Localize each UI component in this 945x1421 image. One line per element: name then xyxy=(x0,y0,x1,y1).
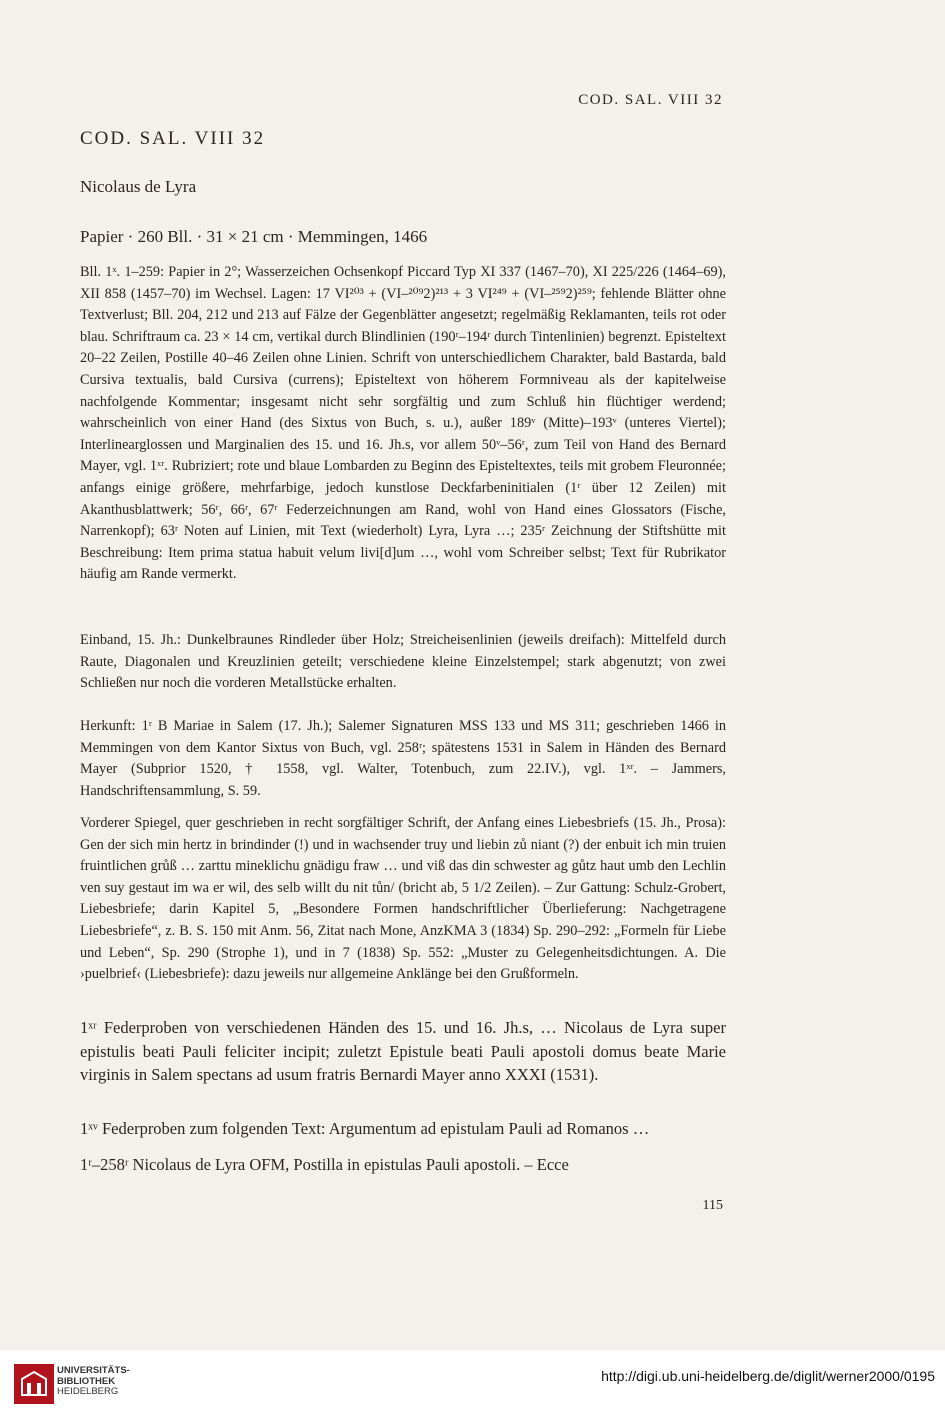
library-logo-icon xyxy=(14,1364,54,1404)
paragraph-pen-trials-verso: 1ˣᵛ Federproben zum folgenden Text: Argumentum ad epistulam Pauli ad Romanos … xyxy=(80,1119,650,1138)
paragraph-binding: Einband, 15. Jh.: Dunkelbraunes Rindleder über Holz; Streicheisenlinien (jeweils dreifach): Mittelfeld durch Raute, Diagonalen und Kreuzlinien geteilt; verschiedene kleine Einzelstempel; stark abgenutzt; von zwei Schließen nur noch die vorderen Metallstücke erhalten. xyxy=(80,632,726,692)
paragraph-codicology: Bll. 1ˣ. 1–259: Papier in 2°; Wasserzeichen Ochsenkopf Piccard Typ XI 337 (1467–70), XI 225/226 (1464–69), XII 858 (1457–70) im Wechsel. Lagen: 17 VI²⁰³ + (VI–²⁰⁹2)²¹³ + 3 VI²⁴⁹ + (VI–²⁵⁹2)²⁵⁹; fehlende Blätter ohne Textverlust; Bll. 204, 212 und 213 auf Fälze der Gegenblätter angesetzt; regelmäßig Reklamanten, teils rot oder blau. Schriftraum ca. 23 × 14 cm, vertikal durch Blindlinien (190ʳ–194ʳ durch Tintenlinien) begrenzt. Episteltext 20–22 Zeilen, Postille 40–46 Zeilen ohne Linien. Schrift von unterschiedlichem Charakter, bald Bastarda, bald Cursiva textualis, bald Cursiva (currens); Episteltext von höherem Formniveau als der kapitelweise nachfolgende Kommentar; insgesamt nicht sehr sorgfältig und zum Schluß hin flüchtiger werdend; wahrscheinlich von einer Hand (des Sixtus von Buch, s. u.), außer 189ᵛ (Mitte)–193ᵛ (unteres Viertel); Interlinearglossen und Marginalien des 15. und 16. Jh.s, vor allem 50ᵛ–56ʳ, zum Teil von Hand des Bernard Mayer, vgl. 1ˣʳ. Rubriziert; rote und blaue Lombarden zu Beginn des Episteltextes, teils mit grobem Fleuronnée; anfangs einige größere, mehrfarbige, jedoch kunstlose Deckfarbeninitialen (1ʳ über 12 Zeilen) mit Akanthusblattwerk; 56ʳ, 66ʳ, 67ʳ Federzeichnungen am Rand, wohl von Hand eines Glossators (Fische, Narrenkopf); 63ʳ Noten auf Linien, mit Text (wiederholt) Lyra, Lyra …; 235ʳ Zeichnung der Stiftshütte mit Beschreibung: Item prima statua habuit velum livi[d]um …, wohl vom Schreiber selbst; Text für Rubrikator häufig am Rande vermerkt. xyxy=(80,264,726,583)
author-heading: Nicolaus de Lyra xyxy=(80,177,197,196)
paragraph-provenance: Herkunft: 1ʳ B Mariae in Salem (17. Jh.); Salemer Signaturen MSS 133 und MS 311; geschrieben 1466 in Memmingen von dem Kantor Sixtus von Buch, vgl. 258ʳ; spätestens 1531 in Salem in Händen des Bernard Mayer (Subprior 1520, † 1558, vgl. Walter, Totenbuch, zum 22.IV.), vgl. 1ˣʳ. – Jammers, Handschriftensammlung, S. 59. xyxy=(80,718,726,799)
page-number: 115 xyxy=(702,1198,723,1213)
paragraph-content-entry: 1ʳ–258ʳ Nicolaus de Lyra OFM, Postilla in epistulas Pauli apostoli. – Ecce xyxy=(80,1155,569,1174)
library-logo-text xyxy=(57,1366,130,1398)
logo-line-3: HEIDELBERG xyxy=(57,1386,119,1397)
content-entry-paragraph xyxy=(80,1153,726,1177)
running-head: COD. SAL. VIII 32 xyxy=(578,92,723,108)
viewer-footer xyxy=(0,1350,945,1421)
binding-paragraph xyxy=(80,630,726,695)
manuscript-siglum: COD. SAL. VIII 32 xyxy=(80,128,266,149)
logo-line-2: BIBLIOTHEK xyxy=(57,1375,116,1387)
provenance-paragraph xyxy=(80,716,726,802)
paragraph-pen-trials-recto: 1ˣʳ Federproben von verschiedenen Händen des 15. und 16. Jh.s, … Nicolaus de Lyra super epistulis beati Pauli feliciter incipit; zuletzt Epistule beati Pauli apostoli domus beate Marie virginis in Salem spectans ad usum fratris Bernardi Mayer anno XXXI (1531). xyxy=(80,1018,726,1084)
codicology-paragraph xyxy=(80,262,726,586)
pen-trials-recto-paragraph xyxy=(80,1016,726,1087)
pen-trials-verso-paragraph xyxy=(80,1117,726,1141)
pastedown-paragraph xyxy=(80,813,726,986)
physical-description-headline: Papier · 260 Bll. · 31 × 21 cm · Memmingen, 1466 xyxy=(80,227,428,246)
paragraph-pastedown: Vorderer Spiegel, quer geschrieben in recht sorgfältiger Schrift, der Anfang eines Liebesbriefs (15. Jh., Prosa): Gen der sich min hertz in brindinder (!) und in wachsender truy und liebin zů niant (?) der enbuit ich min truien fruintlichen grůß … zarttu mineklichu gnädigu fraw … und viß das din schwester ag gůtz haut umb den Lechlin ven suy gestaut im wa er wil, des selb willt du nit tůn/ (bricht ab, 5 1/2 Zeilen). – Zur Gattung: Schulz-Grobert, Liebesbriefe; darin Kapitel 5, „Besondere Formen handschriftlicher Überlieferung: Nachgetragene Liebesbriefe“, z. B. S. 150 mit Anm. 56, Zitat nach Mone, AnzKMA 3 (1834) Sp. 290–292: „Formeln für Liebe und Leben“, Sp. 290 (Strophe 1), und in 7 (1838) Sp. 552: „Muster zu Gelegenheitsdichtungen. A. Die ›puelbrief‹ (Liebesbriefe): dazu jeweils nur allgemeine Anklänge bei den Grußformeln. xyxy=(80,815,726,983)
logo-line-1: UNIVERSITÄTS- xyxy=(57,1365,130,1376)
permalink-url[interactable]: http://digi.ub.uni-heidelberg.de/diglit/werner2000/0195 xyxy=(601,1368,935,1384)
